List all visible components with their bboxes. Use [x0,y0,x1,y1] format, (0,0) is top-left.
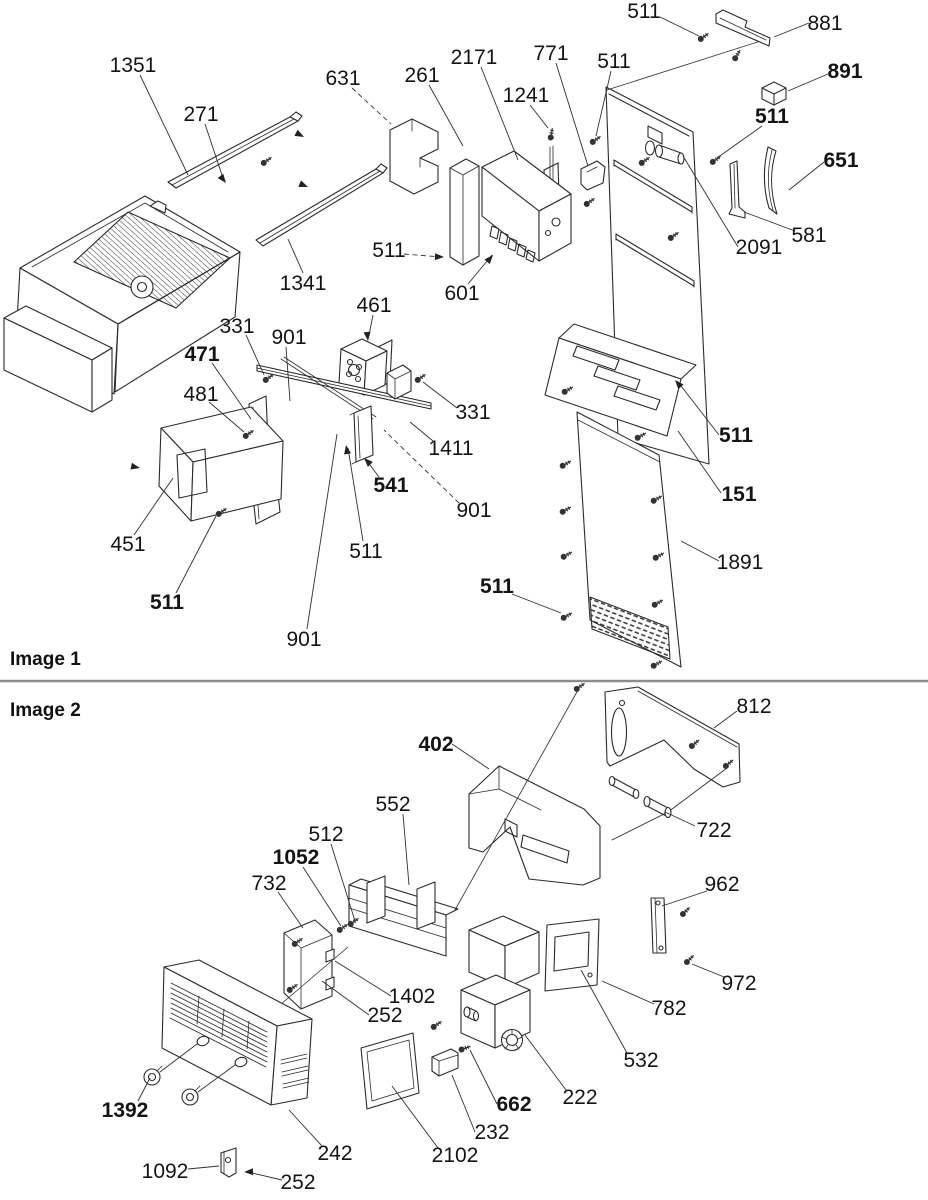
leader-line-812 [714,711,737,728]
screw-icon [559,458,573,469]
part-callout-601: 601 [444,282,480,305]
part-callout-511: 511 [755,105,789,128]
trim-strip-651 [764,147,777,214]
part-callout-451: 451 [110,533,146,556]
panel-782 [545,919,599,991]
top-bracket-881 [716,10,770,46]
part-callout-1092: 1092 [141,1160,189,1183]
arrow-icon [343,444,351,454]
mount-bracket-812 [605,687,740,840]
leader-line-972 [692,964,724,977]
leader-line-662 [470,1050,497,1104]
leader-line-1092 [188,1166,219,1169]
part-callout-512: 512 [308,823,344,846]
part-callout-511: 511 [480,575,514,598]
screw-icon [560,610,574,621]
drain-tray-2102 [361,1033,419,1109]
part-callout-511: 511 [349,540,383,563]
part-callout-252: 252 [280,1171,316,1194]
part-callout-151: 151 [721,483,757,506]
leader-line-2102 [392,1086,438,1148]
leader-line-252 [248,1172,282,1180]
spacer-pins-722 [609,777,671,818]
leader-line-511 [176,516,216,593]
part-callout-511: 511 [597,50,631,73]
leader-line-402 [452,744,489,769]
leader-line-891 [788,74,828,91]
screw-icon [583,196,597,208]
part-callout-242: 242 [317,1142,353,1165]
arrow-icon [244,1168,253,1175]
leader-line-532 [581,970,627,1053]
screw-icon [559,504,573,515]
icemaker-assembly [450,146,571,265]
part-callout-901: 901 [271,326,307,349]
screw-icon [650,658,664,669]
part-callout-252: 252 [367,1004,403,1027]
part-callout-662: 662 [496,1093,532,1116]
leader-line-1402 [335,961,391,996]
bracket-631 [390,119,438,194]
part-callout-901: 901 [456,499,492,522]
clip-771 [581,161,605,190]
leader-line-232 [452,1075,475,1132]
part-callout-261: 261 [404,64,440,87]
arrow-icon [435,253,444,260]
arrow-icon [218,174,229,185]
clip-strip-581 [729,161,745,218]
leader-line-451 [134,478,173,535]
part-callout-2102: 2102 [431,1144,479,1167]
part-callout-222: 222 [562,1086,598,1109]
part-callout-1351: 1351 [109,54,157,77]
part-callout-1241: 1241 [502,84,550,107]
image1-callouts [110,0,863,670]
screw-icon [260,155,274,167]
leader-line-1052 [303,867,341,926]
arrow-icon [298,180,309,190]
part-callout-471: 471 [184,343,220,366]
leader-line-881 [774,23,809,37]
part-callout-2171: 2171 [450,46,498,69]
spacer-cube-891 [762,82,786,105]
part-callout-481: 481 [183,383,219,406]
leader-line-1891 [681,541,719,561]
screw-icon [458,1043,472,1053]
housing-402 [469,766,600,885]
part-callout-331: 331 [219,315,255,338]
leader-line-722 [665,812,695,826]
part-callout-232: 232 [474,1121,510,1144]
part-callout-891: 891 [827,60,863,83]
arrow-icon [130,463,140,472]
part-callout-581: 581 [791,224,827,247]
heater-box-222 [461,975,530,1051]
leader-line-901 [307,434,337,629]
leader-line-331 [246,335,264,375]
leader-line-512 [331,844,355,921]
leader-line-732 [278,892,303,928]
part-callout-812: 812 [736,695,772,718]
screw-icon [573,681,587,693]
screw-icon [430,1019,444,1031]
ice-bucket [4,196,240,412]
screw-icon [414,372,428,384]
part-callout-402: 402 [418,733,454,756]
part-callout-1411: 1411 [428,437,474,460]
leader-line-511 [512,594,561,613]
screw-icon [679,905,692,918]
screw-icon [731,49,742,63]
part-callout-1052: 1052 [272,846,320,869]
part-callout-782: 782 [651,997,687,1020]
leader-line-581 [744,212,795,231]
part-callout-901: 901 [286,628,322,651]
part-callout-732: 732 [251,872,287,895]
leader-line-2171 [481,67,518,160]
screw-icon [547,128,555,141]
part-callout-2091: 2091 [735,236,783,259]
screw-icon [336,922,350,934]
part-callout-331: 331 [455,401,491,424]
leader-line-1351 [140,75,188,175]
part-callout-461: 461 [356,294,392,317]
channel-bracket-541 [350,406,373,464]
part-callout-511: 511 [372,239,406,262]
part-callout-511: 511 [627,0,661,23]
part-callout-962: 962 [704,873,740,896]
part-callout-541: 541 [373,474,409,497]
thermostat-232 [432,1049,458,1076]
leader-line-631 [352,88,391,124]
screw-icon [697,31,711,43]
leader-line-252 [322,981,369,1015]
strip-962 [651,898,666,953]
rail-1341 [256,164,387,246]
leader-line-962 [662,891,707,906]
leader-line-511 [660,17,699,36]
part-callout-1891: 1891 [716,551,764,574]
image1-title: Image 1 [10,649,81,670]
part-callout-972: 972 [721,972,757,995]
arrow-icon [294,130,305,140]
leader-line-1241 [530,105,548,128]
screw-icon [560,549,574,560]
leader-line-552 [403,814,409,885]
leader-line-771 [556,63,588,166]
part-callout-1402: 1402 [388,985,436,1008]
screw-icon [589,134,603,146]
leader-line-242 [289,1110,322,1146]
bracket-1092 [221,1148,236,1177]
leader-line-782 [602,981,654,1004]
cover-box-532 [469,916,539,988]
part-callout-532: 532 [623,1049,659,1072]
part-callout-631: 631 [325,67,361,90]
part-callout-511: 511 [719,424,753,447]
part-callout-771: 771 [533,42,569,65]
part-callout-1392: 1392 [101,1099,149,1122]
leader-line-651 [789,162,824,190]
leader-line-222 [525,1035,566,1090]
part-callout-651: 651 [823,149,859,172]
image2-title: Image 2 [10,700,81,721]
leader-line-1392 [138,1078,150,1101]
part-callout-511: 511 [150,591,184,614]
part-callout-881: 881 [807,12,843,35]
leader-line-1341 [288,239,303,273]
part-callout-271: 271 [183,103,219,126]
leader-line-511 [717,126,762,158]
part-callout-722: 722 [696,819,732,842]
part-callout-552: 552 [375,793,411,816]
part-callout-1341: 1341 [279,272,327,295]
